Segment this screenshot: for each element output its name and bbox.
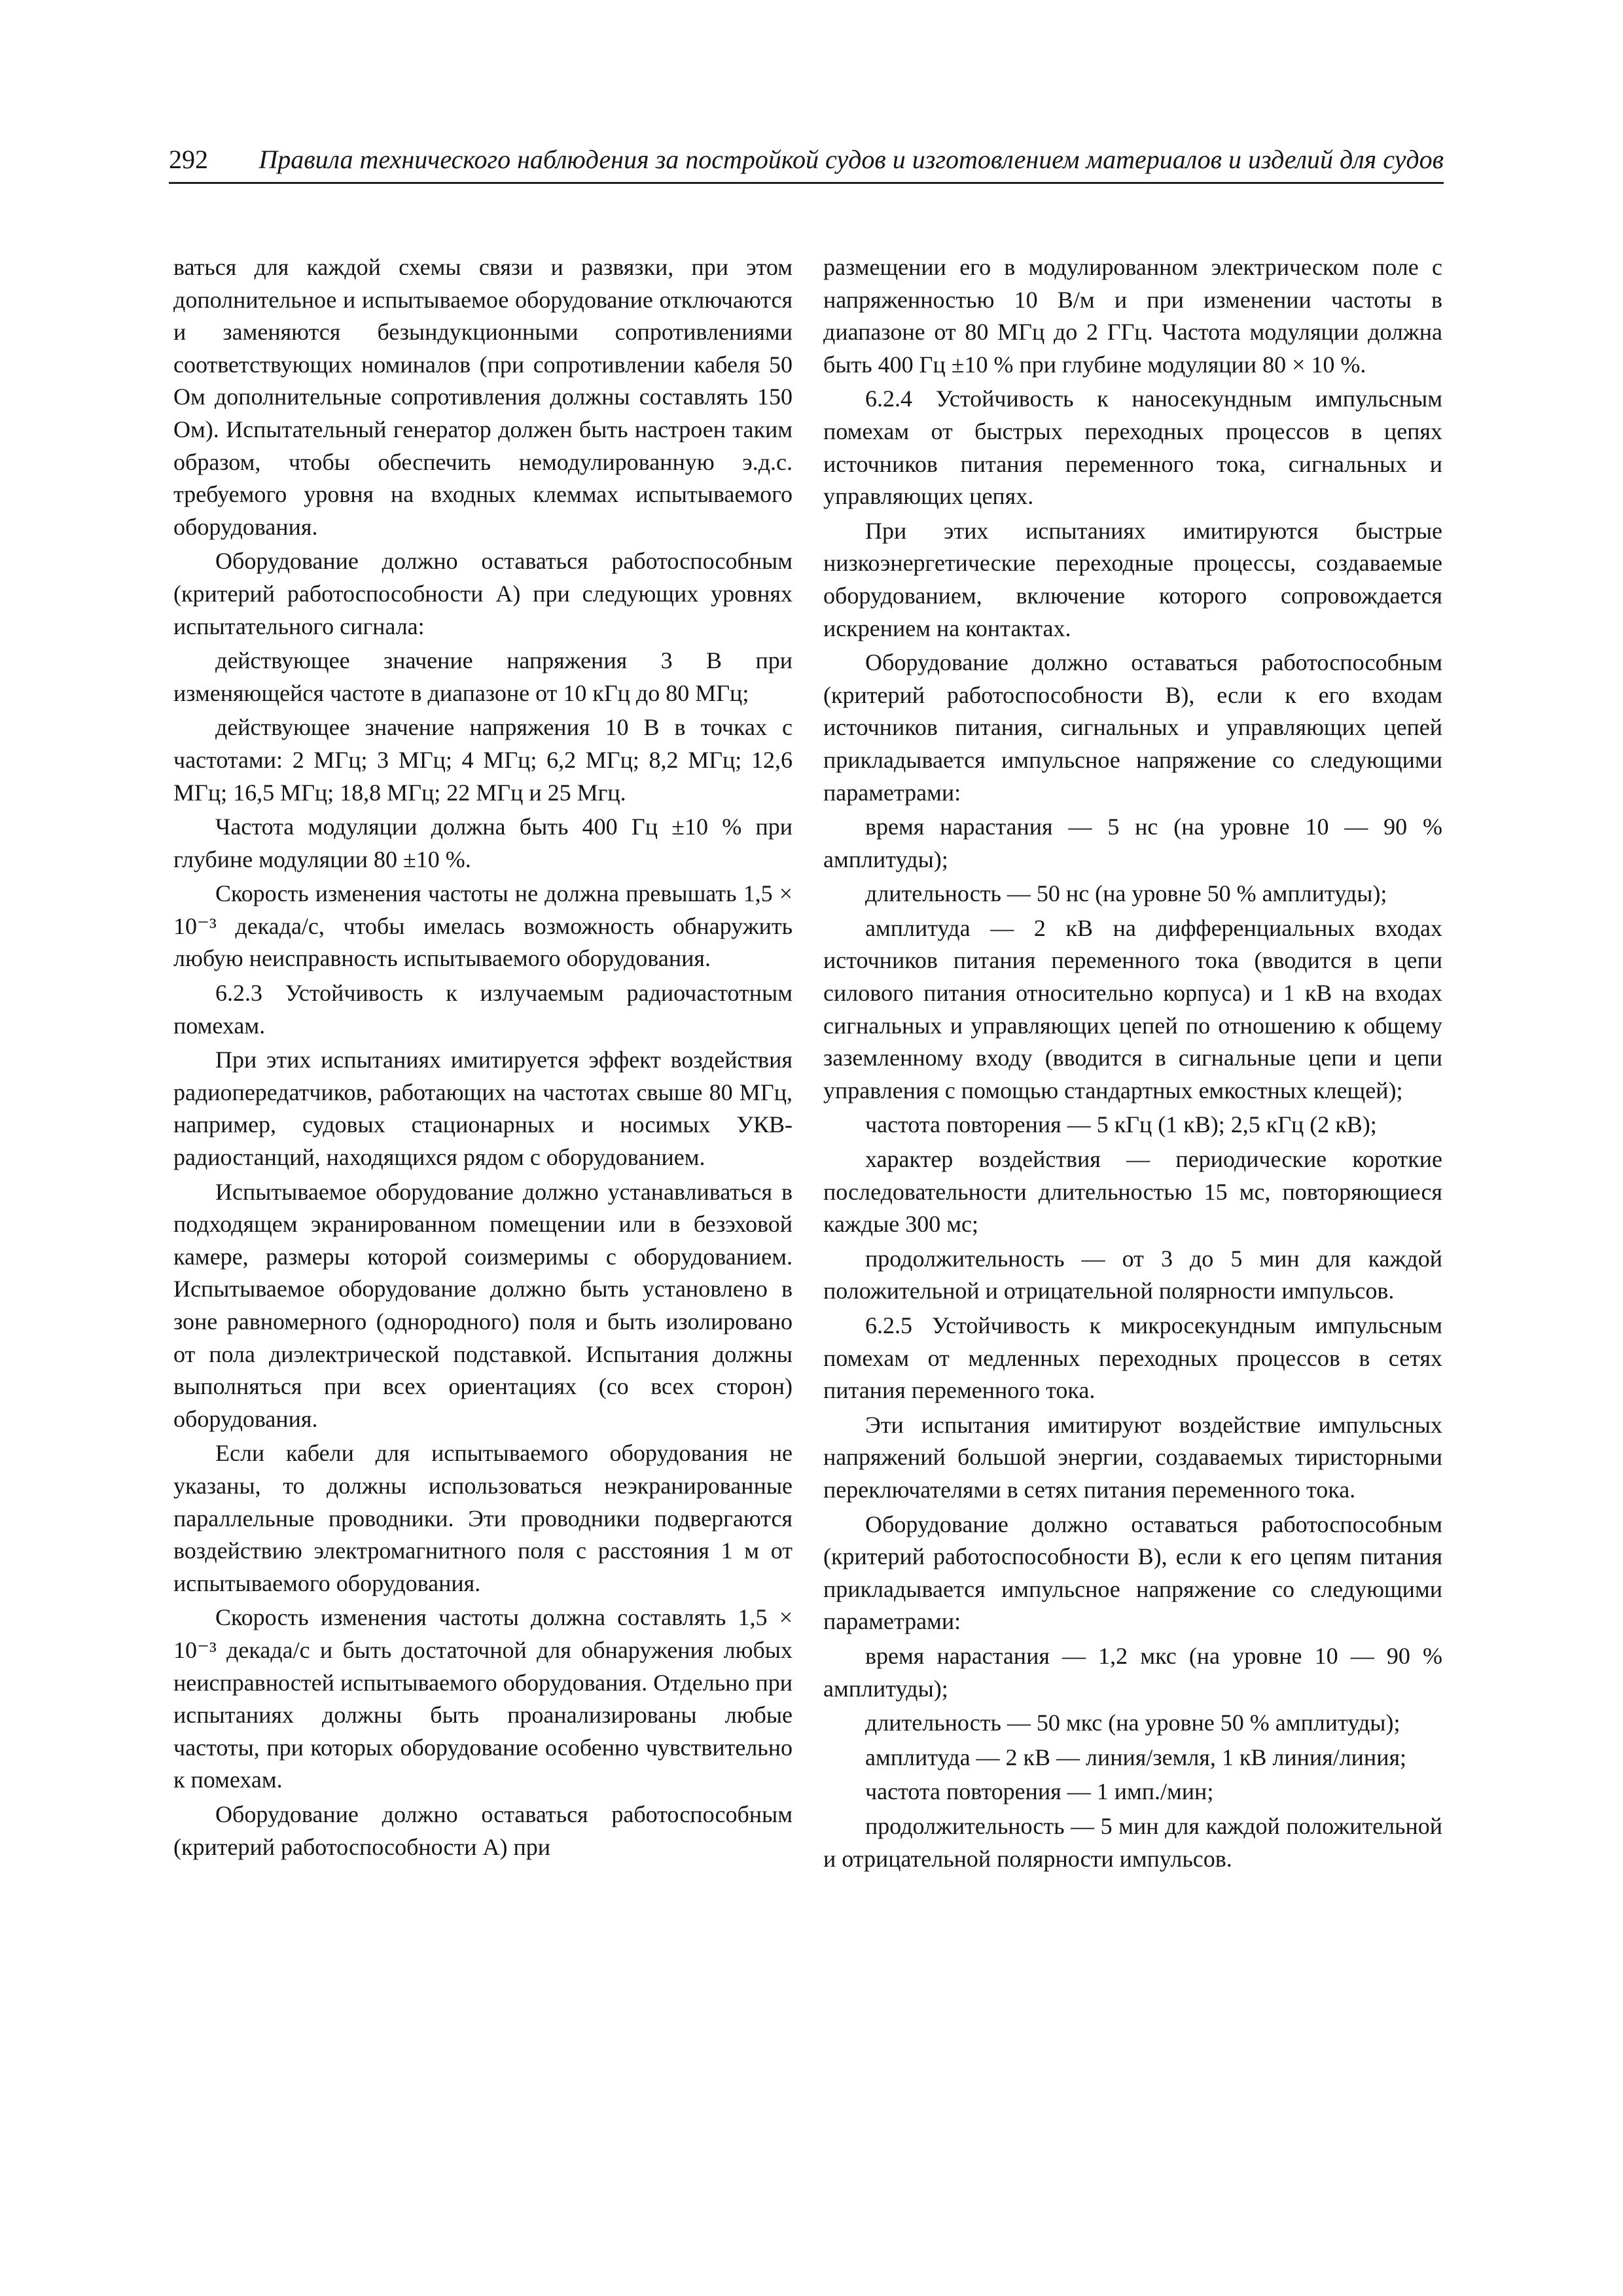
paragraph: Частота модуляции должна быть 400 Гц ±10 % при глубине модуляции 80 ±10 %. [173,814,793,872]
paragraph: действующее значение напряжения 10 В в точках с частотами: 2 МГц; 3 МГц; 4 МГц; 6,2 МГц; 8,2 МГц; 12,6 МГц; 16,5 МГц; 18,8 МГц; 22 МГц и 25 Мгц. [173,714,793,806]
list-item: характер воздействия — периодические короткие последовательности длительностью 15 мс, повторяющиеся каждые 300 мс; [823,1146,1442,1238]
paragraph: Эти испытания имитируют воздействие импульсных напряжений большой энергии, создаваемых тиристорными переключателями в сетях питания переменного тока. [823,1411,1442,1503]
list-item: частота повторения — 5 кГц (1 кВ); 2,5 кГц (2 кВ); [865,1111,1377,1138]
paragraph: Оборудование должно оставаться работоспособным (критерий работоспособности В), если к его цепям питания прикладывается импульсное напряжение со следующими параметрами: [823,1511,1442,1635]
list-item: частота повторения — 1 имп./мин; [865,1778,1214,1805]
paragraph: Оборудование должно оставаться работоспособным (критерий работоспособности В), если к его входам источников питания, сигнальных и управляющих цепей прикладывается импульсное напряжение со следующими параметрами: [823,649,1442,806]
paragraph: Скорость изменения частоты не должна превышать 1,5 × 10⁻³ декада/с, чтобы имелась возможность обнаружить любую неисправность испытываемого оборудования. [173,880,793,972]
header-rule [169,182,1444,184]
list-item: длительность — 50 нс (на уровне 50 % амплитуды); [865,880,1387,907]
page-header [169,141,1444,181]
list-item: амплитуда — 2 кВ — линия/земля, 1 кВ линия/линия; [865,1744,1407,1770]
paragraph: размещении его в модулированном электрическом поле с напряженностью 10 В/м и при изменении частоты в диапазоне от 80 МГц до 2 ГГц. Частота модуляции должна быть 400 Гц ±10 % при глубине модуляции 80 × 10 %. [823,254,1442,378]
list-item: продолжительность — от 3 до 5 мин для каждой положительной и отрицательной полярности импульсов. [823,1245,1442,1304]
paragraph: Оборудование должно оставаться работоспособным (критерий работоспособности А) при следующих уровнях испытательного сигнала: [173,548,793,639]
paragraph: При этих испытаниях имитируется эффект воздействия радиопередатчиков, работающих на частотах свыше 80 МГц, например, судовых стационарных и носимых УКВ-радиостанций, находящихся рядом с оборудованием. [173,1047,793,1171]
paragraph: Если кабели для испытываемого оборудования не указаны, то должны использоваться неэкранированные параллельные проводники. Эти проводники подвергаются воздействию электромагнитного поля с расстояния 1 м от испытываемого оборудования. [173,1440,793,1596]
list-item: длительность — 50 мкс (на уровне 50 % амплитуды); [865,1710,1400,1736]
right-column [823,251,1442,1875]
paragraph: действующее значение напряжения 3 В при изменяющейся частоте в диапазоне от 10 кГц до 80 МГц; [173,647,793,706]
paragraph: При этих испытаниях имитируются быстрые низкоэнергетические переходные процессы, создаваемые оборудованием, включение которого сопровождается искрением на контактах. [823,517,1442,641]
list-item: продолжительность — 5 мин для каждой положительной и отрицательной полярности импульсов. [823,1812,1442,1872]
section-heading: 6.2.4 Устойчивость к наносекундным импульсным помехам от быстрых переходных процессов в цепях источников питания переменного тока, сигнальных и управляющих цепях. [823,386,1442,510]
paragraph: Оборудование должно оставаться работоспособным (критерий работоспособности А) при [173,1801,793,1860]
page-number: 292 [169,145,208,174]
section-heading: 6.2.5 Устойчивость к микросекундным импульсным помехам от медленных переходных процессов в сетях питания переменного тока. [823,1312,1442,1404]
paragraph: Испытываемое оборудование должно устанавливаться в подходящем экранированном помещении или в безэховой камере, размеры которой соизмеримы с оборудованием. Испытываемое оборудование должно быть установлено в зоне равномерного (однородного) поля и быть изолировано от пола диэлектрической подставкой. Испытания должны выполняться при всех ориентациях (со всех сторон) оборудования. [173,1178,793,1432]
list-item: амплитуда — 2 кВ на дифференциальных входах источников питания переменного тока (вводится в цепи силового питания относительно корпуса) и 1 кВ на входах сигнальных и управляющих цепей по отношению к общему заземленному входу (вводится в сигнальные цепи и цепи управления с помощью стандартных емкостных клещей); [823,914,1442,1103]
paragraph: Скорость изменения частоты должна составлять 1,5 × 10⁻³ декада/с и быть достаточной для обнаружения любых неисправностей испытываемого оборудования. Отдельно при испытаниях должны быть проанализированы любые частоты, при которых оборудование особенно чувствительно к помехам. [173,1604,793,1793]
section-heading: 6.2.3 Устойчивость к излучаемым радиочастотным помехам. [173,980,793,1039]
left-column [173,251,793,1863]
list-item: время нарастания — 1,2 мкс (на уровне 10 — 90 % амплитуды); [823,1642,1442,1702]
running-title: Правила технического наблюдения за постройкой судов и изготовлением материалов и изделий для судов [259,145,1444,174]
paragraph: ваться для каждой схемы связи и развязки, при этом дополнительное и испытываемое оборудование отключаются и заменяются безындукционными сопротивлениями соответствующих номиналов (при сопротивлении кабеля 50 Ом дополнительные сопротивления должны составлять 150 Ом). Испытательный генератор должен быть настроен таким образом, чтобы обеспечить немодулированную э.д.с. требуемого уровня на входных клеммах испытываемого оборудования. [173,254,793,540]
list-item: время нарастания — 5 нс (на уровне 10 — 90 % амплитуды); [823,814,1442,872]
